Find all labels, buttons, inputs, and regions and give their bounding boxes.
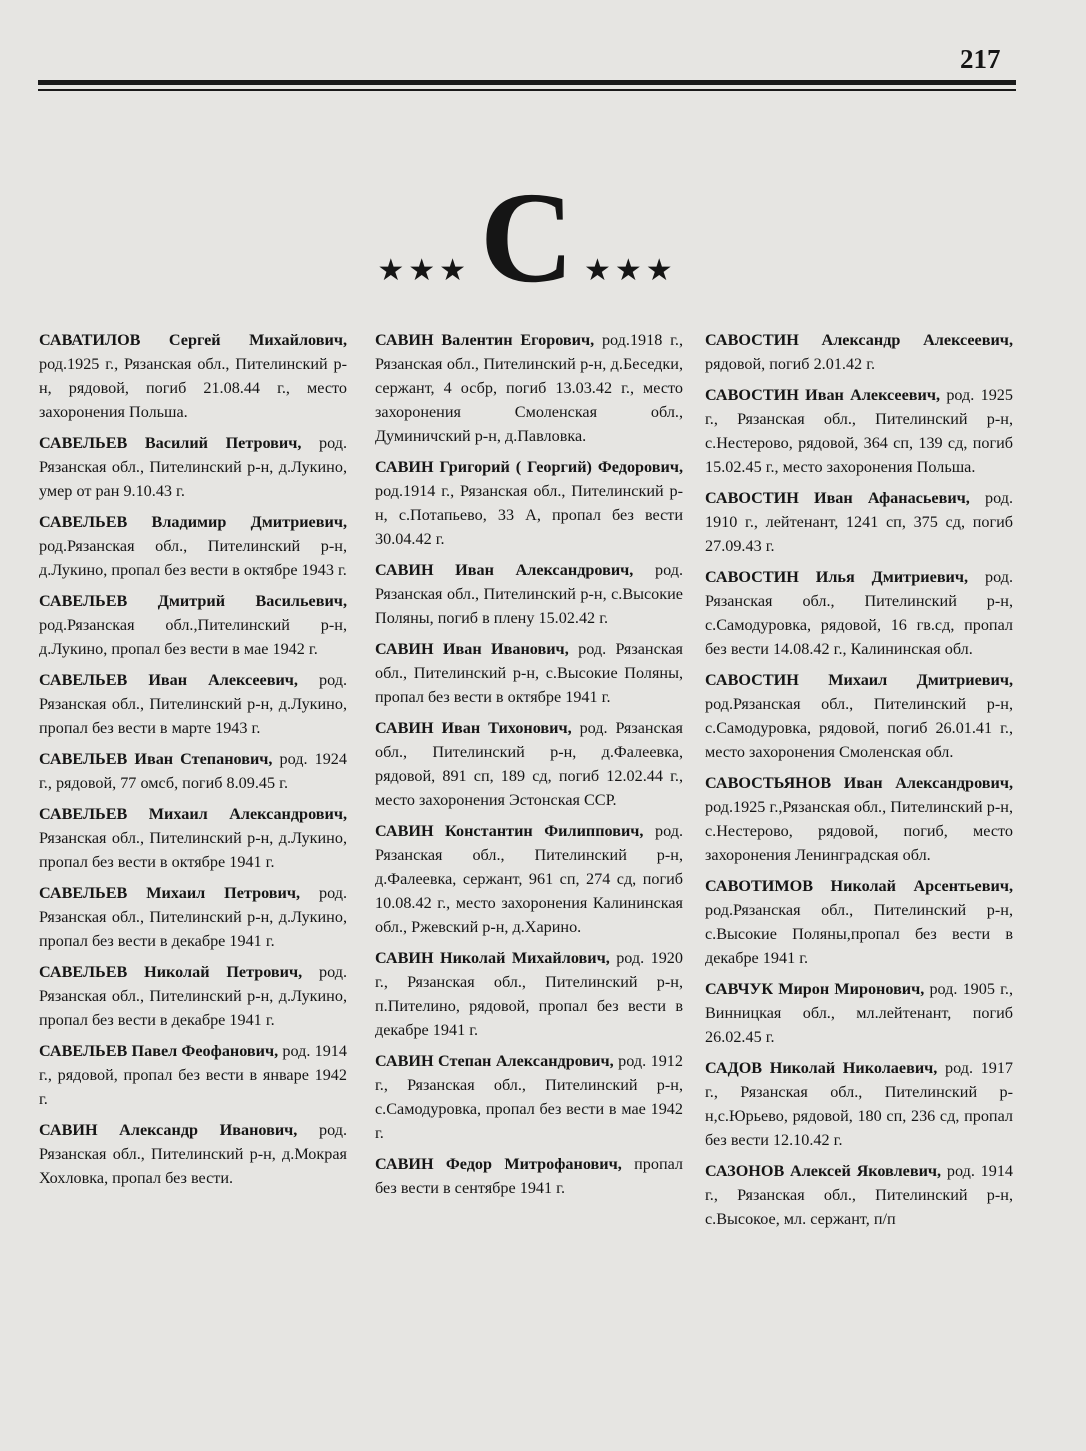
column-2 [375,328,683,1207]
entry [39,589,347,661]
entry [39,328,347,424]
entry-text: род.Рязанская обл.,Пителинский р-н, д.Лукино, пропал без вести в мае 1942 г. [39,616,347,658]
entry [375,1152,683,1200]
entry [375,455,683,551]
entry [705,328,1013,376]
entry [39,881,347,953]
entry [375,637,683,709]
entry-text: род.Рязанская обл., Пителинский р-н, с.Самодуровка, рядовой, погиб 26.01.41 г., место захоронения Смоленская обл. [705,695,1013,761]
entry-name: САВЕЛЬЕВ Николай Петрович, [39,963,303,981]
entry-name: САВИН Иван Тихонович, [375,719,572,737]
entry-name: САВЕЛЬЕВ Василий Петрович, [39,434,302,452]
entry-name: САВЕЛЬЕВ Павел Феофанович, [39,1042,279,1060]
entry [39,431,347,503]
entry-text: род. 1905 г., Винницкая обл., мл.лейтенант, погиб 26.02.45 г. [705,980,1013,1046]
entry-name: САВИН Григорий ( Георгий) Федорович, [375,458,683,476]
entry-text: род. Рязанская обл., Пителинский р-н, д.Лукино, пропал без вести в декабре 1941 г. [39,884,347,950]
entry [375,558,683,630]
entry-text: род.1925 г.,Рязанская обл., Пителинский р-н, с.Нестерово, рядовой, погиб, место захоронения Ленинградская обл. [705,798,1013,864]
entry [39,747,347,795]
entry-text: род. 1914 г., рядовой, пропал без вести в январе 1942 г. [39,1042,347,1108]
entry [375,946,683,1042]
entry [705,486,1013,558]
entry-name: САВИН Константин Филиппович, [375,822,644,840]
entry-text: род. 1910 г., лейтенант, 1241 сп, 375 сд, погиб 27.09.43 г. [705,489,1014,555]
entry-name: САВОСТИН Иван Афанасьевич, [705,489,970,507]
entry-name: САВЕЛЬЕВ Дмитрий Васильевич, [39,592,347,610]
entry-text: род. 1920 г., Рязанская обл., Пителинский р-н, п.Пителино, рядовой, пропал без вести в декабре 1941 г. [375,949,683,1039]
entry-name: САВАТИЛОВ Сергей Михайлович, [39,331,347,349]
entry-text: род.1918 г., Рязанская обл., Пителинский р-н, д.Беседки, сержант, 4 осбр, погиб 13.03.42 г., место захоронения Смоленская обл., Думиничский р-н, д.Павловка. [375,331,684,445]
entry-text: род. Рязанская обл., Пителинский р-н, д.Лукино, пропал без вести в декабре 1941 г. [39,963,347,1029]
entry-name: САВИН Степан Александрович, [375,1052,614,1070]
entry [705,977,1013,1049]
entry [375,819,683,939]
entry-text: род. Рязанская обл., Пителинский р-н, д.Лукино, умер от ран 9.10.43 г. [39,434,348,500]
entry-text: род. Рязанская обл., Пителинский р-н, д.Мокрая Хохловка, пропал без вести. [39,1121,347,1187]
entry-name: САДОВ Николай Николаевич, [705,1059,938,1077]
entry [39,1118,347,1190]
entry-text: род.Рязанская обл., Пителинский р-н, д.Лукино, пропал без вести в октябре 1943 г. [39,537,347,579]
entry [705,383,1013,479]
entry-name: САВЕЛЬЕВ Михаил Петрович, [39,884,301,902]
entry-name: САВОСТИН Илья Дмитриевич, [705,568,969,586]
entry-text: род. 1924 г., рядовой, 77 омсб, погиб 8.09.45 г. [39,750,347,792]
entry-name: САВИН Николай Михайлович, [375,949,610,967]
page-number: 217 [960,44,1001,74]
stars-left: ★★★ [377,254,471,287]
entry-text: род. Рязанская обл., Пителинский р-н, д.Фалеевка, рядовой, 891 сп, 189 сд, погиб 12.02.44 г., место захоронения Эстонская ССР. [375,719,683,809]
entry-text: пропал без вести в сентябре 1941 г. [375,1155,684,1197]
entry-name: САВЧУК Мирон Миронович, [705,980,925,998]
entry-text: род. Рязанская обл., Пителинский р-н, д.Фалеевка, сержант, 961 сп, 274 сд, погиб 10.08.42 г., место захоронения Калининская обл., Ржевский р-н, д.Харино. [375,822,683,936]
letter-heading [372,166,682,310]
entry-text: род. 1912 г., Рязанская обл., Пителинский р-н, с.Самодуровка, пропал без вести в мае 1942 г. [375,1052,683,1142]
entry-name: САВЕЛЬЕВ Михаил Александрович, [39,805,347,823]
entry-text: род.1914 г., Рязанская обл., Пителинский р-н, с.Потапьево, 33 А, пропал без вести 30.04.42 г. [375,482,683,548]
entry [39,802,347,874]
entry [705,1159,1013,1231]
entry-text: род. Рязанская обл., Пителинский р-н, с.Высокие Поляны, погиб в плену 15.02.42 г. [375,561,683,627]
entry-name: САВОСТИН Михаил Дмитриевич, [705,671,1013,689]
column-1 [39,328,347,1197]
entry-text: род. Рязанская обл., Пителинский р-н, с.Высокие Поляны, пропал без вести в октябре 1941 г. [375,640,684,706]
entry [39,668,347,740]
entry [375,1049,683,1145]
entry-text: род. 1925 г., Рязанская обл., Пителинский р-н, с.Нестерово, рядовой, 364 сп, 139 сд, погиб 15.02.45 г., место захоронения Польша. [705,386,1013,476]
entry [705,874,1013,970]
entry [39,960,347,1032]
entry-name: САВОТИМОВ Николай Арсентьевич, [705,877,1013,895]
entry [375,716,683,812]
entry [705,771,1013,867]
entry [375,328,683,448]
entry-name: САВОСТЬЯНОВ Иван Александрович, [705,774,1013,792]
header-rule-thin [38,89,1016,91]
entry-text: род.Рязанская обл., Пителинский р-н, с.Высокие Поляны,пропал без вести в декабре 1941 г. [705,901,1013,967]
entry-name: САВЕЛЬЕВ Иван Степанович, [39,750,273,768]
stars-right: ★★★ [583,254,677,287]
entry-name: САВИН Иван Александрович, [375,561,634,579]
section-letter: С [480,166,574,310]
entry [705,565,1013,661]
entry-name: САВОСТИН Иван Алексеевич, [705,386,941,404]
entry-text: рядовой, погиб 2.01.42 г. [705,355,876,373]
entry [705,668,1013,764]
column-3 [705,328,1013,1238]
header-rule-thick [38,80,1016,85]
entry-name: САЗОНОВ Алексей Яковлевич, [705,1162,942,1180]
entry-name: САВЕЛЬЕВ Иван Алексеевич, [39,671,298,689]
entry-name: САВИН Федор Митрофанович, [375,1155,622,1173]
entry-name: САВЕЛЬЕВ Владимир Дмитриевич, [39,513,347,531]
entry-name: САВИН Валентин Егорович, [375,331,595,349]
entry-text: род. 1914 г., Рязанская обл., Пителинский р-н, с.Высокое, мл. сержант, п/п [705,1162,1014,1228]
entry-text: род.1925 г., Рязанская обл., Пителинский р-н, рядовой, погиб 21.08.44 г., место захоронения Польша. [39,355,347,421]
entry-name: САВИН Александр Иванович, [39,1121,298,1139]
entry [39,510,347,582]
entry-name: САВИН Иван Иванович, [375,640,569,658]
entry-text: род. Рязанская обл., Пителинский р-н, д.Лукино, пропал без вести в марте 1943 г. [39,671,347,737]
entry-text: род. Рязанская обл., Пителинский р-н, с.Самодуровка, рядовой, 16 гв.сд, пропал без вести 14.08.42 г., Калининская обл. [705,568,1013,658]
entry [39,1039,347,1111]
entry-text: Рязанская обл., Пителинский р-н, д.Лукино, пропал без вести в октябре 1941 г. [39,829,347,871]
entry-text: род. 1917 г., Рязанская обл., Пителинский р-н,с.Юрьево, рядовой, 180 сп, 236 сд, пропал без вести 12.10.42 г. [705,1059,1014,1149]
entry [705,1056,1013,1152]
entry-name: САВОСТИН Александр Алексеевич, [705,331,1013,349]
